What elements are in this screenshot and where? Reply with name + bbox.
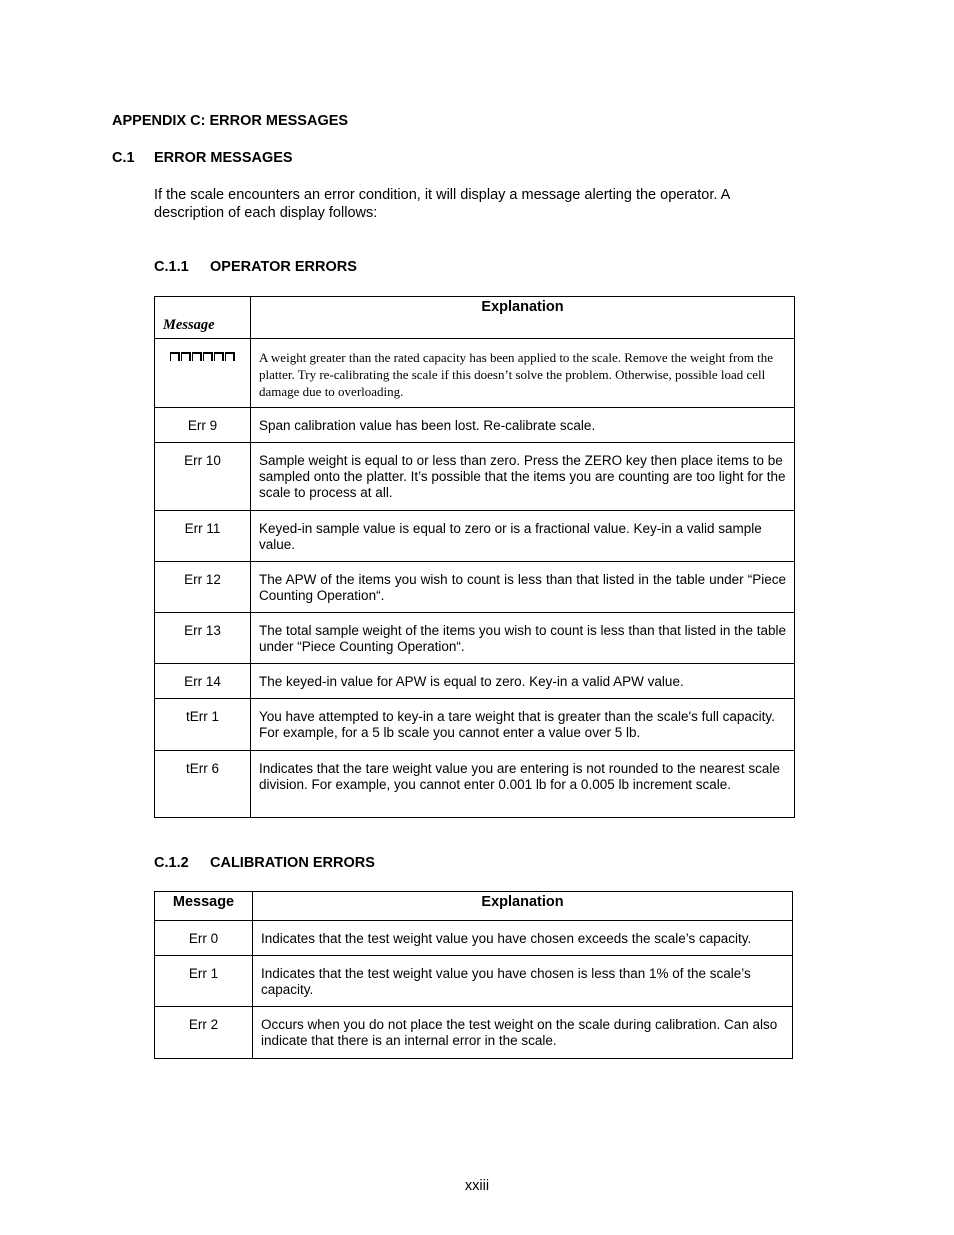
table-row [155, 443, 795, 511]
message-cell: Err 13 [155, 613, 251, 664]
subsection-title: CALIBRATION ERRORS [210, 855, 375, 871]
message-cell: Err 9 [155, 408, 251, 443]
table-row [155, 562, 795, 613]
calibration-errors-heading [154, 855, 375, 871]
explanation-cell: Indicates that the tare weight value you are entering is not rounded to the nearest scale division. For example, you cannot enter 0.001 lb for a 0.005 lb increment scale. [251, 751, 795, 818]
table-row [155, 664, 795, 699]
header-message: Message [155, 892, 253, 921]
subsection-number: C.1.2 [154, 855, 189, 871]
explanation-cell: The keyed-in value for APW is equal to zero. Key-in a valid APW value. [251, 664, 795, 699]
message-cell: Err 0 [155, 921, 253, 956]
table-row [155, 699, 795, 751]
section-number: C.1 [112, 150, 135, 166]
message-cell: Err 12 [155, 562, 251, 613]
table-row [155, 921, 793, 956]
page-number: xxiii [464, 1178, 490, 1194]
message-cell: Err 11 [155, 511, 251, 562]
message-cell: tErr 6 [155, 751, 251, 818]
message-cell [155, 339, 251, 408]
subsection-title: OPERATOR ERRORS [210, 259, 357, 275]
explanation-cell: Span calibration value has been lost. Re-calibrate scale. [251, 408, 795, 443]
message-cell: Err 1 [155, 956, 253, 1007]
subsection-number: C.1.1 [154, 259, 189, 275]
explanation-cell: Indicates that the test weight value you have chosen exceeds the scale’s capacity. [253, 921, 793, 956]
message-cell: Err 10 [155, 443, 251, 511]
header-explanation: Explanation [253, 892, 793, 921]
table-row [155, 408, 795, 443]
table-row [155, 1007, 793, 1059]
table-row [155, 511, 795, 562]
header-message: Message [155, 297, 251, 339]
explanation-cell: You have attempted to key-in a tare weight that is greater than the scale's full capacity. For example, for a 5 lb scale you cannot enter a value over 5 lb. [251, 699, 795, 751]
explanation-cell: The total sample weight of the items you wish to count is less than that listed in the table under “Piece Counting Operation“. [251, 613, 795, 664]
operator-errors-heading [154, 259, 357, 275]
explanation-cell: Sample weight is equal to or less than zero. Press the ZERO key then place items to be sampled onto the platter. It’s possible that the items you are counting are too light for the scale to process at all. [251, 443, 795, 511]
intro-paragraph: If the scale encounters an error condition, it will display a message alerting the operator. A description of each display follows: [154, 187, 730, 221]
operator-errors-table [154, 296, 795, 818]
header-explanation: Explanation [251, 297, 795, 339]
calibration-errors-table [154, 891, 793, 1059]
message-cell: Err 2 [155, 1007, 253, 1059]
section-heading [112, 150, 293, 166]
explanation-cell: The APW of the items you wish to count is less than that listed in the table under “Piece Counting Operation“. [251, 562, 795, 613]
explanation-cell: Occurs when you do not place the test weight on the scale during calibration. Can also indicate that there is an internal error in the scale. [253, 1007, 793, 1059]
message-cell: Err 14 [155, 664, 251, 699]
appendix-title: APPENDIX C: ERROR MESSAGES [112, 113, 349, 129]
table-header-row [155, 892, 793, 921]
table-row [155, 613, 795, 664]
explanation-cell: Indicates that the test weight value you have chosen is less than 1% of the scale’s capacity. [253, 956, 793, 1007]
explanation-cell: A weight greater than the rated capacity has been applied to the scale. Remove the weight from the platter. Try re-calibrating the scale if this doesn’t solve the problem. Otherwise, possible load cell damage due to overloading. [251, 339, 795, 408]
table-header-row [155, 297, 795, 339]
overload-display-icon [170, 352, 235, 361]
explanation-cell: Keyed-in sample value is equal to zero or is a fractional value. Key-in a valid sample value. [251, 511, 795, 562]
table-row [155, 956, 793, 1007]
table-row [155, 751, 795, 818]
message-cell: tErr 1 [155, 699, 251, 751]
section-title: ERROR MESSAGES [154, 150, 293, 166]
table-row [155, 339, 795, 408]
